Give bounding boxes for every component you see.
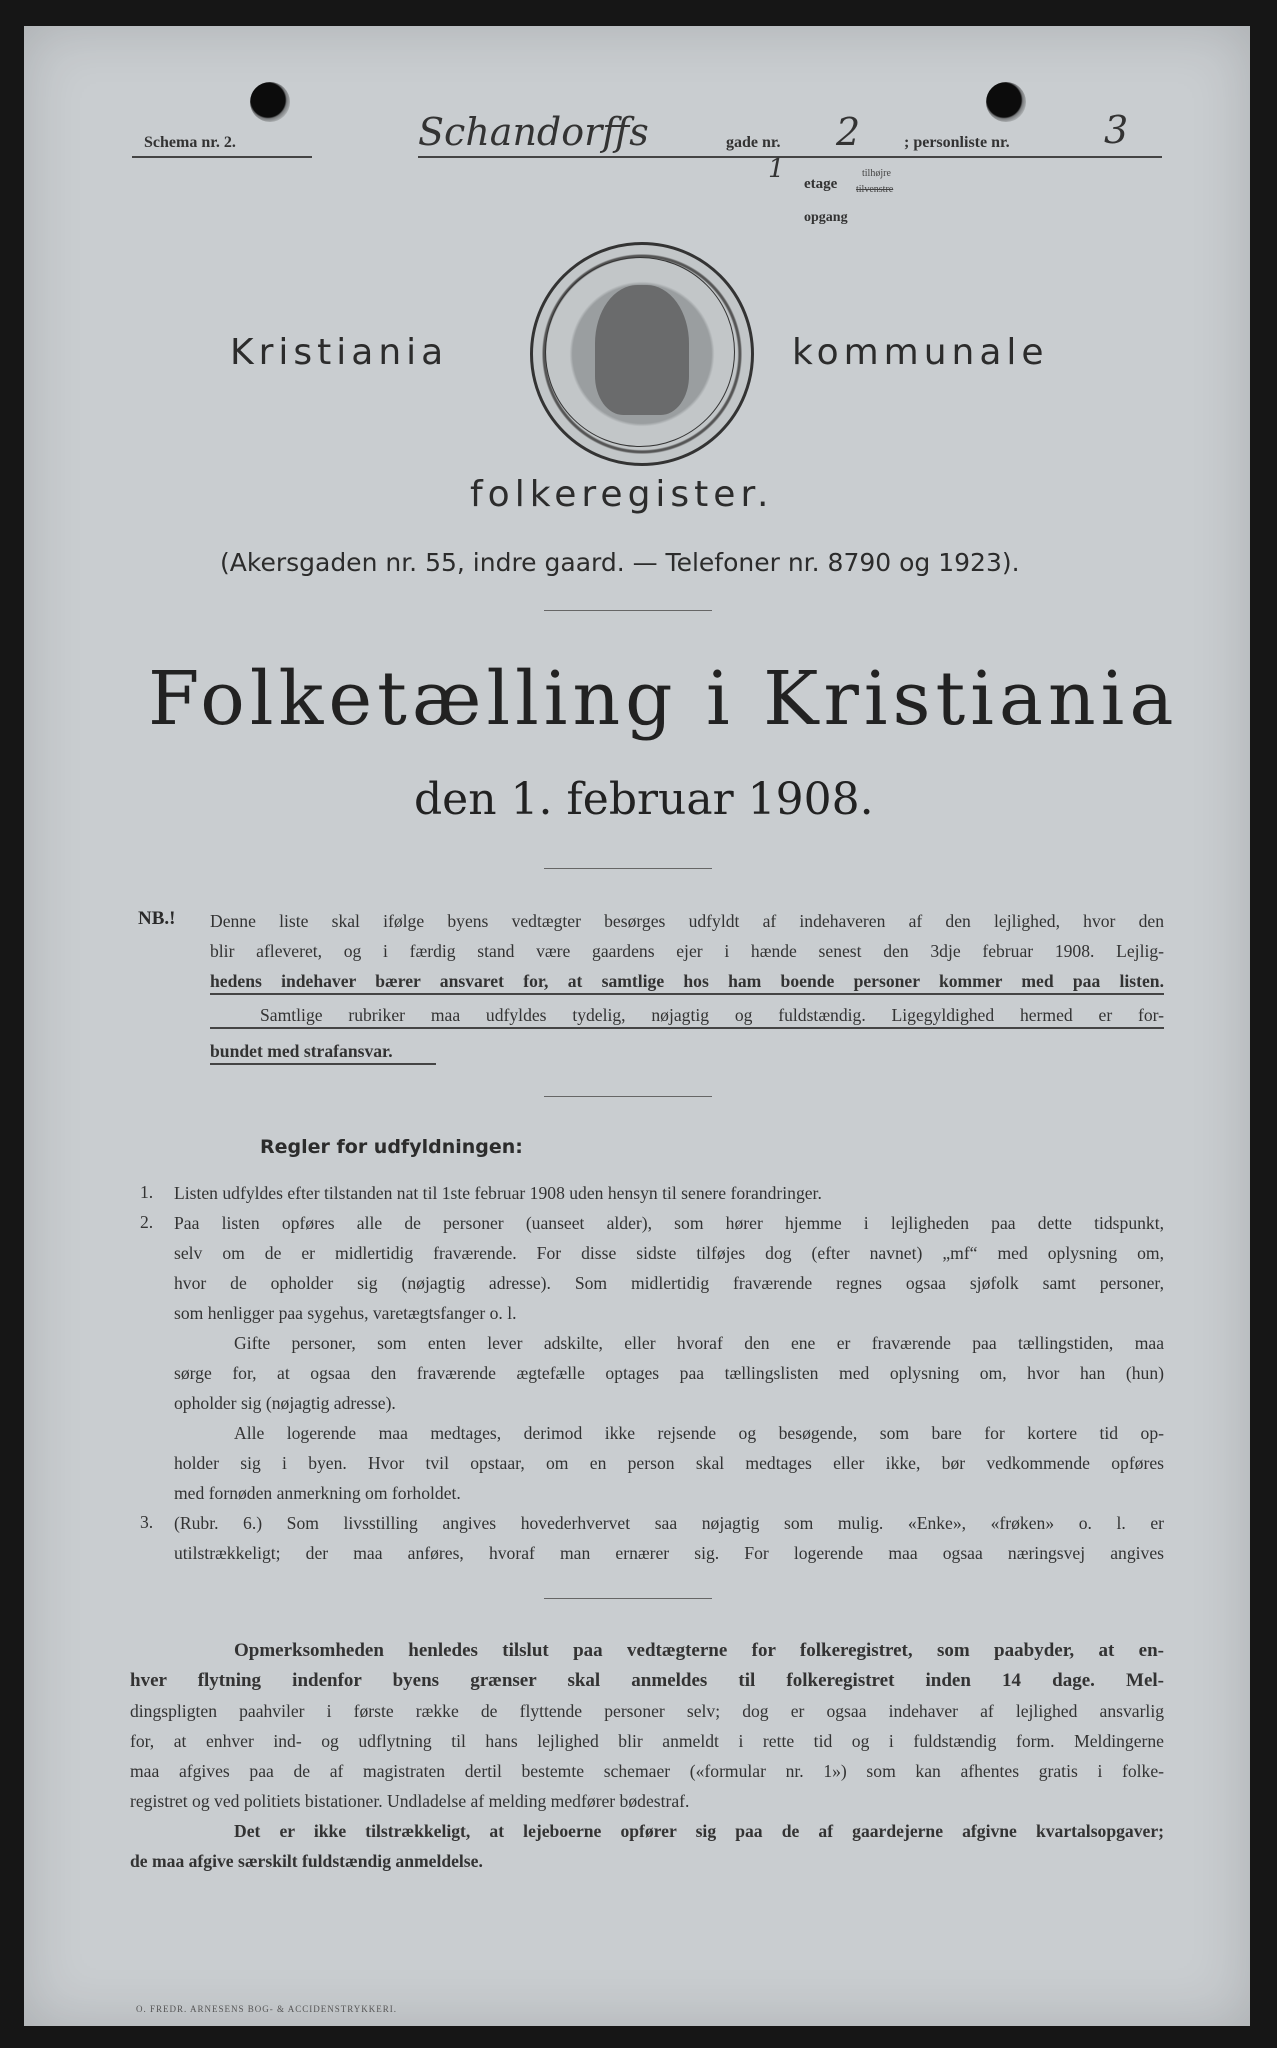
nb-underline-1 xyxy=(210,993,1164,995)
rule-2b-line-2: sørge for, at ogsaa den fraværende ægtefælle optages paa tællingslisten med oplysning om, hvor han (hun) xyxy=(174,1363,1164,1383)
punch-hole-left xyxy=(250,82,290,122)
notice-line-4: for, at enhver ind- og udflytning til hans lejlighed blir anmeldt i rette tid og i fuldstændig form. Meldingerne xyxy=(130,1731,1164,1751)
rule-2-line-3: hvor de opholder sig (nøjagtig adresse). Som midlertidig fraværende regnes ogsaa sjøfolk samt personer, xyxy=(174,1273,1164,1293)
header-underline xyxy=(418,156,1162,158)
notice-line-8: de maa afgive særskilt fuldstændig anmeldelse. xyxy=(130,1851,483,1871)
rules-heading: Regler for udfyldningen: xyxy=(260,1136,523,1158)
notice-line-1: Opmerksomheden henledes tilslut paa vedtægterne for folkeregistret, som paabyder, at en- xyxy=(234,1640,1164,1661)
rule-2b-line-3: opholder sig (nøjagtig adresse). xyxy=(174,1393,396,1413)
nb-line-5: bundet med strafansvar. xyxy=(210,1041,393,1061)
rule-3-number: 3. xyxy=(140,1512,154,1532)
schema-number: Schema nr. 2. xyxy=(144,134,236,151)
rule-2c-line-1: Alle logerende maa medtages, derimod ikke rejsende og besøgende, som bare for kortere tid op- xyxy=(234,1423,1164,1443)
rule-2c-line-3: med fornøden anmerkning om forholdet. xyxy=(174,1483,461,1503)
kristiania-seal xyxy=(530,242,754,466)
personliste-label: ; personliste nr. xyxy=(904,134,1010,151)
nb-underline-2 xyxy=(210,1027,1164,1029)
street-name-handwritten: Schandorffs xyxy=(418,110,649,154)
notice-line-7: Det er ikke tilstrækkeligt, at lejeboerne opfører sig paa de af gaardejerne afgivne kvartalsopgaver; xyxy=(234,1821,1164,1841)
divider-3 xyxy=(544,1096,712,1097)
rule-3-line-2: utilstrækkeligt; der maa anføres, hvoraf man ernærer sig. For logerende maa ogsaa næringsvej angives xyxy=(174,1543,1164,1563)
divider-1 xyxy=(544,610,712,611)
rule-1-line-1: Listen udfyldes efter tilstanden nat til 1ste februar 1908 uden hensyn til senere forandringer. xyxy=(174,1183,822,1203)
rule-2-line-2: selv om de er midlertidig fraværende. For disse sidste tilføjes dog (efter navnet) „mf“ med oplysning om, xyxy=(174,1243,1164,1263)
census-title: Folketælling i Kristiania xyxy=(148,656,1179,742)
office-right-word: kommunale xyxy=(792,332,1049,373)
personliste-number-handwritten: 3 xyxy=(1104,108,1129,152)
nb-line-2: blir afleveret, og i færdig stand være gaardens ejer i hænde senest den 3dje februar 1908. Lejlig- xyxy=(210,941,1164,961)
etage-label: etage xyxy=(804,176,838,192)
nb-line-4: Samtlige rubriker maa udfyldes tydelig, nøjagtig og fuldstændig. Ligegyldighed hermed er for- xyxy=(260,1005,1164,1025)
tilhojre-label: tilhøjre xyxy=(862,168,891,179)
printer-credit: O. FREDR. ARNESENS BOG- & ACCIDENSTRYKKERI. xyxy=(136,2004,398,2014)
census-form-page xyxy=(24,26,1250,2026)
rule-2b-line-1: Gifte personer, som enten lever adskilte, eller hvoraf den ene er fraværende paa tællingstiden, maa xyxy=(234,1333,1164,1353)
nb-label: NB.! xyxy=(138,908,176,929)
gade-label: gade nr. xyxy=(726,134,781,151)
divider-4 xyxy=(544,1598,712,1599)
nb-line-1: Denne liste skal ifølge byens vedtægter besørges udfyldt af indehaveren af den lejlighed, hvor den xyxy=(210,911,1164,931)
opgang-label: opgang xyxy=(804,210,848,225)
rule-3-line-1: (Rubr. 6.) Som livsstilling angives hovederhvervet saa nøjagtig som mulig. «Enke», «frøken» o. l. er xyxy=(174,1513,1164,1533)
schema-underline xyxy=(132,156,312,158)
divider-2 xyxy=(544,868,712,869)
notice-line-5: maa afgives paa de af magistraten dertil bestemte schemaer («formular nr. 1») som kan afhentes gratis i folke- xyxy=(130,1761,1164,1781)
folkeregister-heading: folkeregister. xyxy=(470,474,774,515)
gade-number-handwritten: 2 xyxy=(836,110,861,154)
punch-hole-right xyxy=(986,82,1026,122)
tilvenstre-label: tilvenstre xyxy=(856,184,894,195)
rule-1-number: 1. xyxy=(140,1182,154,1202)
rule-2-line-4: som henligger paa sygehus, varetægtsfanger o. l. xyxy=(174,1303,517,1323)
office-left-word: Kristiania xyxy=(230,332,449,373)
rule-2-number: 2. xyxy=(140,1212,154,1232)
office-address: (Akersgaden nr. 55, indre gaard. — Telefoner nr. 8790 og 1923). xyxy=(220,548,1020,577)
rule-2c-line-2: holder sig i byen. Hvor tvil opstaar, om en person skal medtages eller ikke, bør vedkommende opføres xyxy=(174,1453,1164,1473)
nb-underline-3 xyxy=(210,1063,436,1065)
rule-2-line-1: Paa listen opføres alle de personer (uanseet alder), som hører hjemme i lejligheden paa dette tidspunkt, xyxy=(174,1213,1164,1233)
nb-line-3: hedens indehaver bærer ansvaret for, at samtlige hos ham boende personer kommer med paa listen. xyxy=(210,971,1164,991)
notice-line-2: hver flytning indenfor byens grænser skal anmeldes til folkeregistret inden 14 dage. Mel- xyxy=(130,1670,1164,1691)
notice-line-6: registret og ved politiets bistationer. Undladelse af melding medfører bødestraf. xyxy=(130,1791,690,1811)
census-date: den 1. februar 1908. xyxy=(414,774,874,825)
notice-line-3: dingspligten paahviler i første række de flyttende personer selv; dog er ogsaa indehaver af lejlighed ansvarlig xyxy=(130,1701,1164,1721)
etage-mark-handwritten: 1 xyxy=(768,154,785,184)
